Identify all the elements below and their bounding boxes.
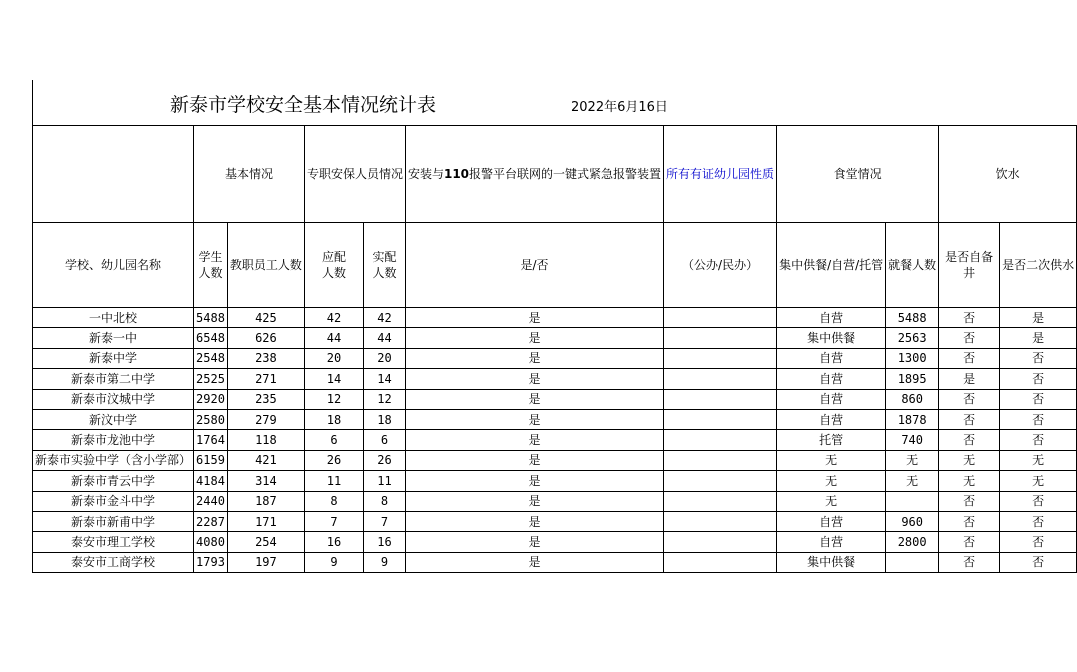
cell-diners: 无 [886,471,939,491]
cell-staff: 171 [227,511,304,531]
cell-students: 4184 [194,471,228,491]
cell-school-name: 新泰市第二中学 [33,369,194,389]
col-supply-mode: 集中供餐/自营/托管 [777,223,886,308]
cell-own-well: 否 [939,511,1000,531]
cell-students: 2920 [194,389,228,409]
cell-staff: 235 [227,389,304,409]
cell-actual: 18 [364,409,406,429]
col-public-private: （公办/民办） [664,223,777,308]
table-row [33,409,1077,429]
cell-own-well: 否 [939,308,1000,328]
cell-required: 16 [304,532,363,552]
cell-secondary-supply: 否 [1000,552,1077,572]
cell-kindergarten-type [664,369,777,389]
cell-supply-mode: 无 [777,471,886,491]
cell-staff: 626 [227,328,304,348]
safety-statistics-table [32,125,1077,573]
header-row-columns [33,223,1077,308]
cell-supply-mode: 自营 [777,409,886,429]
cell-kindergarten-type [664,409,777,429]
cell-school-name: 新泰市汶城中学 [33,389,194,409]
cell-alarm: 是 [405,450,663,470]
cell-kindergarten-type [664,491,777,511]
col-school-name: 学校、幼儿园名称 [33,223,194,308]
header-alarm-110: 110 [443,167,470,181]
cell-diners: 无 [886,450,939,470]
cell-kindergarten-type [664,308,777,328]
cell-students: 1793 [194,552,228,572]
cell-students: 5488 [194,308,228,328]
col-actual-label: 实配人数 [372,250,397,280]
cell-students: 4080 [194,532,228,552]
cell-alarm: 是 [405,389,663,409]
cell-alarm: 是 [405,348,663,368]
cell-alarm: 是 [405,532,663,552]
table-row [33,430,1077,450]
header-security-staff: 专职安保人员情况 [304,126,405,223]
cell-students: 2287 [194,511,228,531]
cell-actual: 9 [364,552,406,572]
cell-school-name: 新泰中学 [33,348,194,368]
cell-supply-mode: 自营 [777,532,886,552]
cell-actual: 12 [364,389,406,409]
cell-kindergarten-type [664,348,777,368]
col-actual [364,223,406,308]
cell-actual: 14 [364,369,406,389]
cell-diners [886,491,939,511]
cell-secondary-supply: 无 [1000,450,1077,470]
table-row [33,491,1077,511]
cell-own-well: 否 [939,389,1000,409]
cell-students: 1764 [194,430,228,450]
cell-students: 2580 [194,409,228,429]
col-own-well [939,223,1000,308]
cell-alarm: 是 [405,369,663,389]
cell-required: 20 [304,348,363,368]
cell-kindergarten-type [664,552,777,572]
cell-supply-mode: 无 [777,491,886,511]
cell-actual: 16 [364,532,406,552]
cell-kindergarten-type [664,389,777,409]
cell-supply-mode: 自营 [777,511,886,531]
cell-required: 8 [304,491,363,511]
cell-supply-mode: 集中供餐 [777,552,886,572]
page-title: 新泰市学校安全基本情况统计表 [170,94,437,116]
cell-diners: 960 [886,511,939,531]
header-kindergarten: 所有有证幼儿园性质 [664,126,777,223]
header-empty-cell [33,126,194,223]
cell-supply-mode: 托管 [777,430,886,450]
header-row-groups [33,126,1077,223]
cell-supply-mode: 自营 [777,369,886,389]
cell-diners [886,552,939,572]
cell-staff: 279 [227,409,304,429]
cell-required: 18 [304,409,363,429]
cell-kindergarten-type [664,430,777,450]
cell-diners: 1878 [886,409,939,429]
cell-school-name: 新汶中学 [33,409,194,429]
cell-required: 26 [304,450,363,470]
cell-students: 2548 [194,348,228,368]
table-row [33,532,1077,552]
cell-secondary-supply: 否 [1000,511,1077,531]
cell-supply-mode: 自营 [777,348,886,368]
cell-school-name: 一中北校 [33,308,194,328]
table-row [33,328,1077,348]
sheet-left-border [32,80,33,126]
cell-actual: 6 [364,430,406,450]
cell-secondary-supply: 是 [1000,328,1077,348]
header-alarm-suffix: 报警平台联网的一键式紧急报警装置 [469,167,662,181]
table-row [33,369,1077,389]
cell-actual: 7 [364,511,406,531]
cell-secondary-supply: 否 [1000,348,1077,368]
col-diners: 就餐人数 [886,223,939,308]
cell-school-name: 泰安市理工学校 [33,532,194,552]
cell-alarm: 是 [405,430,663,450]
cell-kindergarten-type [664,328,777,348]
cell-required: 11 [304,471,363,491]
cell-school-name: 新泰市实验中学（含小学部） [33,450,194,470]
cell-school-name: 新泰一中 [33,328,194,348]
cell-school-name: 新泰市龙池中学 [33,430,194,450]
cell-students: 2440 [194,491,228,511]
col-students-label: 学生人数 [198,250,223,280]
cell-students: 6159 [194,450,228,470]
cell-staff: 238 [227,348,304,368]
col-staff: 教职员工人数 [227,223,304,308]
cell-required: 12 [304,389,363,409]
table-row [33,511,1077,531]
cell-alarm: 是 [405,328,663,348]
cell-actual: 20 [364,348,406,368]
header-alarm-prefix: 安装与 [407,167,444,181]
cell-secondary-supply: 否 [1000,409,1077,429]
table-row [33,450,1077,470]
cell-diners: 2563 [886,328,939,348]
cell-required: 14 [304,369,363,389]
col-required [304,223,363,308]
cell-alarm: 是 [405,308,663,328]
cell-staff: 271 [227,369,304,389]
cell-own-well: 否 [939,409,1000,429]
table-row [33,348,1077,368]
cell-required: 6 [304,430,363,450]
cell-diners: 5488 [886,308,939,328]
cell-actual: 26 [364,450,406,470]
cell-own-well: 无 [939,471,1000,491]
cell-staff: 314 [227,471,304,491]
header-water: 饮水 [939,126,1077,223]
col-required-label: 应配人数 [321,250,346,280]
cell-diners: 2800 [886,532,939,552]
report-date: 2022年6月16日 [571,100,668,115]
cell-staff: 118 [227,430,304,450]
cell-school-name: 新泰市新甫中学 [33,511,194,531]
cell-actual: 11 [364,471,406,491]
cell-alarm: 是 [405,471,663,491]
cell-secondary-supply: 是 [1000,308,1077,328]
cell-supply-mode: 自营 [777,308,886,328]
col-alarm-yes-no: 是/否 [405,223,663,308]
cell-alarm: 是 [405,552,663,572]
cell-diners: 740 [886,430,939,450]
table-row [33,308,1077,328]
cell-kindergarten-type [664,471,777,491]
col-secondary-supply: 是否二次供水 [1000,223,1077,308]
cell-secondary-supply: 否 [1000,491,1077,511]
cell-students: 6548 [194,328,228,348]
cell-school-name: 新泰市金斗中学 [33,491,194,511]
cell-own-well: 无 [939,450,1000,470]
col-students [194,223,228,308]
cell-required: 9 [304,552,363,572]
cell-kindergarten-type [664,532,777,552]
col-own-well-label: 是否自备井 [945,250,994,280]
cell-alarm: 是 [405,511,663,531]
cell-staff: 425 [227,308,304,328]
cell-diners: 1895 [886,369,939,389]
table-row [33,389,1077,409]
cell-own-well: 是 [939,369,1000,389]
cell-supply-mode: 自营 [777,389,886,409]
cell-own-well: 否 [939,532,1000,552]
cell-secondary-supply: 否 [1000,389,1077,409]
cell-alarm: 是 [405,491,663,511]
table-row [33,552,1077,572]
cell-school-name: 新泰市青云中学 [33,471,194,491]
cell-secondary-supply: 否 [1000,430,1077,450]
cell-actual: 42 [364,308,406,328]
header-canteen: 食堂情况 [777,126,939,223]
cell-secondary-supply: 无 [1000,471,1077,491]
table-row [33,471,1077,491]
cell-staff: 421 [227,450,304,470]
cell-alarm: 是 [405,409,663,429]
cell-students: 2525 [194,369,228,389]
cell-actual: 8 [364,491,406,511]
cell-diners: 860 [886,389,939,409]
cell-kindergarten-type [664,511,777,531]
cell-required: 42 [304,308,363,328]
header-alarm [405,126,663,223]
cell-staff: 254 [227,532,304,552]
cell-own-well: 否 [939,430,1000,450]
cell-secondary-supply: 否 [1000,369,1077,389]
cell-diners: 1300 [886,348,939,368]
cell-supply-mode: 无 [777,450,886,470]
cell-required: 7 [304,511,363,531]
cell-supply-mode: 集中供餐 [777,328,886,348]
cell-required: 44 [304,328,363,348]
cell-school-name: 泰安市工商学校 [33,552,194,572]
header-basic: 基本情况 [194,126,305,223]
cell-staff: 187 [227,491,304,511]
cell-own-well: 否 [939,348,1000,368]
cell-staff: 197 [227,552,304,572]
cell-own-well: 否 [939,552,1000,572]
cell-secondary-supply: 否 [1000,532,1077,552]
cell-own-well: 否 [939,491,1000,511]
cell-actual: 44 [364,328,406,348]
cell-kindergarten-type [664,450,777,470]
cell-own-well: 否 [939,328,1000,348]
